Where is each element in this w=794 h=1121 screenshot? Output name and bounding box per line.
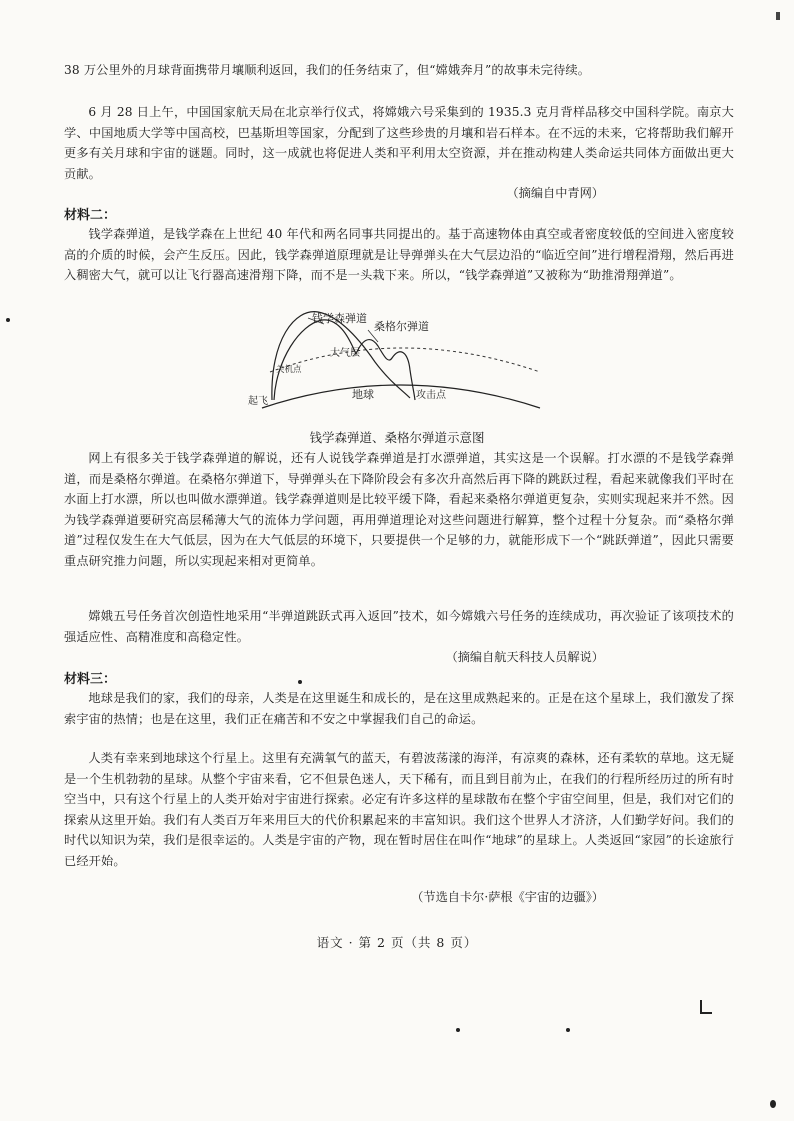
paragraph-earth-home: 地球是我们的家，我们的母亲，人类是在这里诞生和成长的，是在这里成熟起来的。正是在这个星球上，我们激发了探索宇宙的热情；也是在这里，我们正在痛苦和不安之中掌握我们自己的命运。 (64, 691, 734, 726)
scan-speck (770, 1100, 776, 1108)
label-launch: 起飞 (248, 396, 268, 407)
paragraph-misconception: 网上有很多关于钱学森弹道的解说，还有人说钱学森弹道是打水漂弹道，其实这是一个误解。打水漂的不是钱学森弹道，而是桑格尔弹道。在桑格尔弹道下，导弹弹头在下降阶段会有多次升高然后再下降的跳跃过程，看起来就像我们平时在水面上打水漂，所以也叫做水漂弹道。钱学森弹道则是比较平缓下降，看起来桑格尔弹道更复杂，实则实现起来并不然。因为钱学森弹道要研究高层稀薄大气的流体力学问题，再用弹道理论对这些问题进行解算，整个过程十分复杂。而“桑格尔弹道”过程仅发生在大气低层，因为在大气低层的环境下，只要提供一个足够的力，就能形成下一个“跳跃弹道”，因此只需要重点研究推力问题，所以实现起来相对更简单。 (64, 451, 734, 568)
source-note-1: （摘编自中青网） (506, 186, 604, 200)
scan-speck (6, 318, 10, 322)
label-sanger-trajectory: 桑格尔弹道 (374, 320, 429, 333)
label-qian-trajectory: 钱学森弹道 (312, 312, 367, 325)
paragraph-moon-return: 38 万公里外的月球背面携带月壤顺利返回，我们的任务结束了，但“嫦娥奔月”的故事未完待续。 (64, 63, 591, 77)
paragraph-sample-handover: 6 月 28 日上午，中国国家航天局在北京举行仪式，将嫦娥六号采集到的 1935.3 克月背样品移交中国科学院。南京大学、中国地质大学等中国高校，巴基斯坦等国家，分配到了这些珍贵的月壤和岩石样本。在不远的未来，它将帮助我们解开更多有关月球和宇宙的谜题。同时，这一成就也将促进人类和平利用太空资源，并在推动构建人类命运共同体方面做出更大贡献。 (64, 105, 734, 181)
paragraph-human-journey: 人类有幸来到地球这个行星上。这里有充满氧气的蓝天，有碧波荡漾的海洋，有凉爽的森林，还有柔软的草地。这无疑是一个生机勃勃的星球。从整个宇宙来看，它不但景色迷人，天下稀有，而且到目前为止，在我们的行程所经历过的所有时空当中，只有这个行星上的人类开始对宇宙进行探索。必定有许多这样的星球散布在整个宇宙空间里，但是，我们对它们的探索从这里开始。我们有人类百万年来用巨大的代价积累起来的丰富知识。我们这个世界人才济济，人们勤学好问。我们的时代以知识为荣，我们是很幸运的。人类是宇宙的产物，现在暂时居住在叫作“地球”的星球上。人类返回“家园”的长途旅行已经开始。 (64, 751, 734, 868)
scan-speck (456, 1028, 460, 1032)
corner-mark-horizontal (700, 1012, 712, 1014)
scan-speck (566, 1028, 570, 1032)
source-note-3: （节选自卡尔·萨根《宇宙的边疆》） (411, 890, 604, 904)
scan-speck (298, 680, 302, 684)
label-shutoff-point: 关机点 (276, 365, 302, 375)
earth-surface-arc (262, 385, 540, 408)
scan-speck (776, 12, 780, 20)
label-earth: 地球 (352, 388, 374, 401)
label-target: 攻击点 (416, 390, 446, 401)
paragraph-qian-trajectory: 钱学森弹道，是钱学森在上世纪 40 年代和两名同事共同提出的。基于高速物体由真空或者密度较低的空间进入密度较高的介质的时候，会产生反压。因此，钱学森弹道原理就是让导弹弹头在大气层边沿的“临近空间”进行增程滑翔，然后再进入稠密大气，就可以让飞行器高速滑翔下降，而不是一头栽下来。所以，“钱学森弹道”又被称为“助推滑翔弹道”。 (64, 227, 734, 282)
trajectory-diagram (240, 300, 560, 430)
paragraph-chang-e-five: 嫦娥五号任务首次创造性地采用“半弹道跳跃式再入返回”技术，如今嫦娥六号任务的连续成功，再次验证了该项技术的强适应性、高精准度和高稳定性。 (64, 609, 734, 644)
source-note-2: （摘编自航天科技人员解说） (445, 650, 604, 664)
atmosphere-boundary (270, 348, 540, 372)
label-atmosphere: 大气层 (330, 348, 360, 359)
material-two-heading: 材料二： (64, 208, 117, 223)
page-footer: 语文 · 第 2 页（共 8 页） (316, 935, 478, 950)
material-three-heading: 材料三： (64, 672, 117, 687)
figure-caption: 钱学森弹道、桑格尔弹道示意图 (309, 430, 485, 445)
